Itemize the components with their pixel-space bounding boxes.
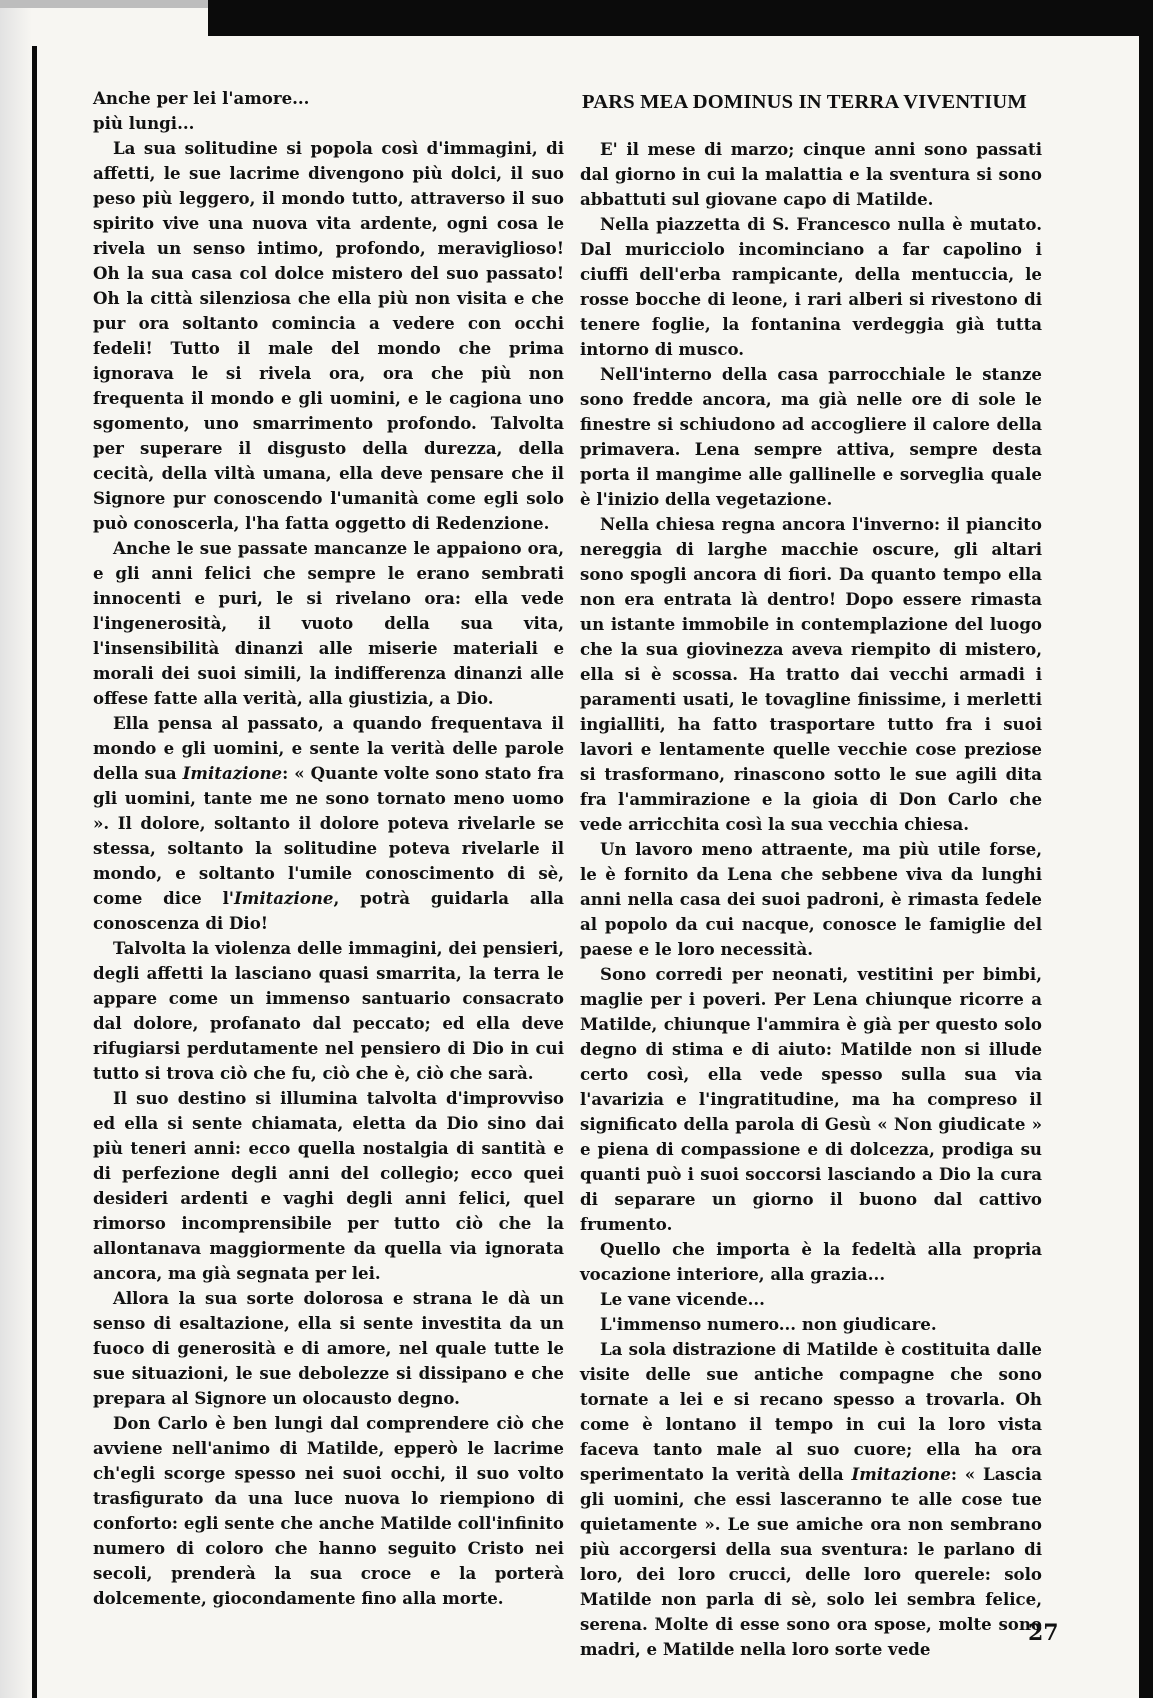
- page-gutter-shadow: [0, 0, 32, 1698]
- page-number: 27: [1028, 1620, 1059, 1646]
- paragraph: Quello che importa è la fedeltà alla propria vocazione interiore, alla grazia...: [580, 1239, 1042, 1284]
- paragraph: [93, 711, 564, 936]
- italic-title: Imitazione: [851, 1464, 951, 1484]
- paragraph: più lungi...: [93, 113, 195, 133]
- text-run: , potrà guidarla alla conoscenza di Dio!: [93, 888, 564, 933]
- text-run: : « Quante volte sono stato fra gli uomini, tante me ne sono tornato meno uomo ». Il dolore, soltanto il dolore poteva rivelarle se stessa, soltanto la solitudine poteva rivelarle il mondo, e soltanto l'umile conoscimento di sè, come dice l': [93, 763, 564, 908]
- paragraph: [580, 1337, 1042, 1662]
- paragraph: Don Carlo è ben lungi dal comprendere ciò che avviene nell'animo di Matilde, epperò le lacrime ch'egli scorge spesso nei suoi occhi, il suo volto trasfigurato da una luce nuova lo riempiono di conforto: egli sente che anche Matilde coll'infinito numero di coloro che hanno seguito Cristo nei secoli, prenderà la sua croce e la porterà dolcemente, giocondamente fino alla morte.: [93, 1413, 564, 1608]
- paragraph: Il suo destino si illumina talvolta d'improvviso ed ella si sente chiamata, eletta da Dio sino dai più teneri anni: ecco quella nostalgia di santità e di perfezione degli anni del collegio; ecco quei desideri ardenti e vaghi degli anni felici, quel rimorso incomprensibile per tutto ciò che la allontanava maggiormente da quella via ignorata ancora, ma già segnata per lei.: [93, 1088, 564, 1283]
- left-text-column: [93, 86, 564, 1611]
- top-border-band: [208, 0, 1153, 36]
- italic-title: Imitazione: [234, 888, 334, 908]
- paragraph: Nella chiesa regna ancora l'inverno: il piancito nereggia di larghe macchie oscure, gli altari sono spogli ancora di fiori. Da quanto tempo ella non era entrata là dentro! Dopo essere rimasta un istante immobile in contemplazione del luogo che la sua giovinezza aveva riempito di mistero, ella si è scossa. Ha tratto dai vecchi armadi i paramenti usati, le tovagline finissime, i merletti ingialliti, ha fatto trasportare tutto fra i suoi lavori e lentamente quelle vecchie cose preziose si trasformano, rinascono sotto le sue agili dita fra l'ammirazione e la gioia di Don Carlo che vede arricchita così la sua vecchia chiesa.: [580, 514, 1042, 834]
- right-border-rule: [1139, 36, 1153, 1698]
- paragraph: La sua solitudine si popola così d'immagini, di affetti, le sue lacrime divengono più dolci, il suo peso più leggero, il mondo tutto, attraverso il suo spirito vive una nuova vita ardente, ogni cosa le rivela un senso intimo, profondo, meraviglioso! Oh la sua casa col dolce mistero del suo passato! Oh la città silenziosa che ella più non visita e che pur ora soltanto comincia a vedere con occhi fedeli! Tutto il male del mondo che prima ignorava le si rivela ora, ora che più non frequenta il mondo e gli uomini, e le cagiona uno sgomento, uno smarrimento profondo. Talvolta per superare il disgusto della durezza, della cecità, della viltà umana, ella deve pensare che il Signore pur conoscendo l'umanità come egli solo può conoscerla, l'ha fatta oggetto di Redenzione.: [93, 138, 564, 533]
- text-run: : « Lascia gli uomini, che essi lasceranno te alle cose tue quietamente ». Le sue amiche ora non sembrano più accorgersi della sua sventura: le parlano di loro, dei loro crucci, delle loro querele: solo Matilde non parla di sè, solo lei sembra felice, serena. Molte di esse sono ora spose, molte sono madri, e Matilde nella loro sorte vede: [580, 1464, 1042, 1659]
- paragraph: Talvolta la violenza delle immagini, dei pensieri, degli affetti la lasciano quasi smarrita, la terra le appare come un immenso santuario consacrato dal dolore, profanato dal peccato; ed ella deve rifugiarsi perdutamente nel pensiero di Dio in cui tutto si trova ciò che fu, ciò che è, ciò che sarà.: [93, 938, 564, 1083]
- paragraph: Le vane vicende...: [600, 1289, 765, 1309]
- paragraph: Anche per lei l'amore...: [93, 88, 310, 108]
- paragraph: Nell'interno della casa parrocchiale le stanze sono fredde ancora, ma già nelle ore di sole le finestre si schiudono ad accogliere il calore della primavera. Lena sempre attiva, sempre desta porta il mangime alle gallinelle e sorveglia quale è l'inizio della vegetazione.: [580, 364, 1042, 509]
- italic-title: Imitazione: [182, 763, 283, 783]
- section-heading: PARS MEA DOMINUS IN TERRA VIVENTIUM: [582, 91, 1027, 113]
- paragraph: L'immenso numero... non giudicare.: [600, 1314, 937, 1334]
- top-border-step: [0, 0, 208, 8]
- left-border-rule: [32, 46, 37, 1698]
- paragraph: Allora la sua sorte dolorosa e strana le dà un senso di esaltazione, ella si sente investita da un fuoco di generosità e di amore, nel quale tutte le sue situazioni, le sue debolezze si dissipano e che prepara al Signore un olocausto degno.: [93, 1288, 564, 1408]
- right-text-column: [580, 90, 1042, 1662]
- text-run: La sola distrazione di Matilde è costituita dalle visite delle sue antiche compagne che sono tornate a lei e si recano spesso a trovarla. Oh come è lontano il tempo in cui la loro vista faceva tanto male al suo cuore; ella ha ora sperimentato la verità della: [580, 1339, 1042, 1484]
- text-run: Ella pensa al passato, a quando frequentava il mondo e gli uomini, e sente la verità delle parole della sua: [93, 713, 564, 783]
- paragraph: Un lavoro meno attraente, ma più utile forse, le è fornito da Lena che sebbene viva da lunghi anni nella casa dei suoi padroni, è rimasta fedele al popolo da cui nacque, conosce le famiglie del paese e le loro necessità.: [580, 839, 1042, 959]
- paragraph: E' il mese di marzo; cinque anni sono passati dal giorno in cui la malattia e la sventura si sono abbattuti sul giovane capo di Matilde.: [580, 139, 1042, 209]
- paragraph: Anche le sue passate mancanze le appaiono ora, e gli anni felici che sempre le erano sembrati innocenti e puri, le si rivelano ora: ella vede l'ingenerosità, il vuoto della sua vita, l'insensibilità dinanzi alle miserie materiali e morali dei suoi simili, la indifferenza dinanzi alle offese fatte alla verità, alla giustizia, a Dio.: [93, 538, 564, 708]
- paragraph: Nella piazzetta di S. Francesco nulla è mutato. Dal muricciolo incominciano a far capolino i ciuffi dell'erba rampicante, della mentuccia, le rosse bocche di leone, i rari alberi si rivestono di tenere foglie, la fontanina verdeggia già tutta intorno di musco.: [580, 214, 1042, 359]
- paragraph: Sono corredi per neonati, vestitini per bimbi, maglie per i poveri. Per Lena chiunque ricorre a Matilde, chiunque l'ammira è già per questo solo degno di stima e di aiuto: Matilde non si illude certo così, ella vede spesso sulla sua via l'avarizia e l'ingratitudine, ma ha compreso il significato della parola di Gesù « Non giudicate » e piena di compassione e di dolcezza, prodiga su quanti può i suoi soccorsi lasciando a Dio la cura di separare un giorno il buono dal cattivo frumento.: [580, 964, 1042, 1234]
